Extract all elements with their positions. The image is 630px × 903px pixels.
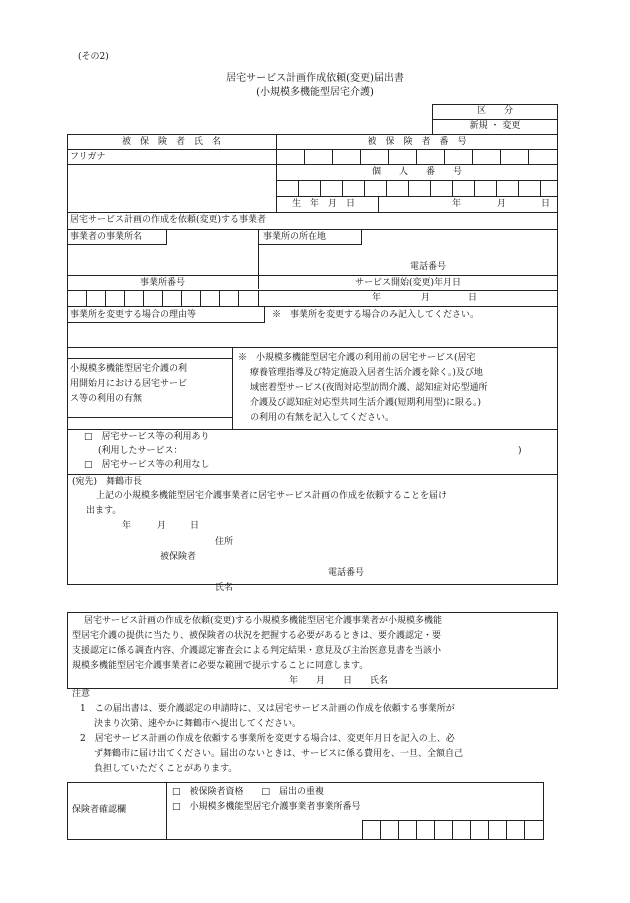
birth-month: 月	[497, 199, 507, 209]
personal-number-label: 個 人 番 号	[371, 167, 462, 177]
name-label: 氏名	[215, 583, 234, 593]
insured-name-label: 被 保 険 者 氏 名	[121, 137, 221, 147]
start-day: 日	[468, 293, 478, 303]
phone-label: 電話番号	[328, 568, 365, 578]
insurer-label: 保険者確認欄	[72, 805, 127, 815]
insured-label: 被保険者	[160, 552, 197, 562]
note-2-line: ず舞鶴市に届け出てください。届出のないときは、サービスに係る費用を、一旦、全額自己	[94, 749, 464, 759]
furigana-label: フリガナ	[70, 152, 106, 162]
consent-line: 支援認定に係る調査内容、介護認定審査会による判定結果・意見及び主治医意見書を当該小	[72, 646, 442, 656]
request-line-1: 上記の小規模多機能型居宅介護事業者に居宅サービス計画の作成を依頼することを届け	[96, 491, 448, 501]
category-label: 区 分	[476, 106, 513, 116]
office-phone-label: 電話番号	[410, 262, 447, 272]
note-1-line: 1 この届出書は、要介護認定の申請時に、又は居宅サービス計画の作成を依頼する事業所が	[80, 704, 455, 714]
insurer-check-2[interactable]: □ 小規模多機能型居宅介護事業者事業所番号	[172, 802, 361, 812]
service-start-label: サービス開始(変更)年月日	[354, 278, 462, 288]
insured-number-label: 被 保 険 者 番 号	[367, 137, 467, 147]
office-address-label: 事業所の所在地	[263, 232, 327, 242]
usage-note-line: 療養管理指導及び特定施設入居者生活介護を除く。)及び地	[250, 368, 483, 378]
form-subtitle: (小規模多機能型居宅介護)	[256, 87, 374, 98]
usage-note-line: 介護及び認知症対応型共同生活介護(短期利用型)に限る。)	[250, 398, 482, 408]
note-1-line: 決まり次第、速やかに舞鶴市へ提出してください。	[94, 719, 302, 729]
addressee: (宛先) 舞鶴市長	[72, 477, 143, 487]
birth-date-label: 生 年 月 日	[292, 199, 356, 209]
address-label: 住所	[215, 537, 234, 547]
usage-note-line: ※ 小規模多機能型居宅介護の利用前の居宅サービス(居宅	[238, 353, 476, 363]
consent-sign-line: 年 月 日 氏名	[289, 676, 389, 686]
provider-section-label: 居宅サービス計画の作成を依頼(変更)する事業者	[70, 215, 267, 225]
usage-question-line: ス等の利用の有無	[70, 394, 143, 404]
date-month: 月	[157, 521, 167, 531]
start-month: 月	[421, 293, 431, 303]
notes-heading: 注意	[72, 689, 91, 699]
consent-line: 居宅サービス計画の作成を依頼(変更)する小規模多機能型居宅介護事業者が小規模多機能	[84, 616, 443, 626]
usage-option-yes[interactable]: □ 居宅サービス等の利用あり	[84, 432, 210, 442]
change-reason-label: 事業所を変更する場合の理由等	[70, 310, 197, 320]
usage-note-line: の利用の有無を記入してください。	[250, 413, 395, 423]
consent-line: 型居宅介護の提供に当たり、被保険者の状況を把握する必要があるときは、要介護認定・要	[72, 631, 442, 641]
birth-year: 年	[452, 199, 462, 209]
consent-line: 規模多機能型居宅介護事業者に必要な範囲で提示することに同意します。	[72, 661, 369, 671]
request-line-2: 出ます。	[86, 506, 122, 516]
insurer-check-1[interactable]: □ 被保険者資格 □ 届出の重複	[172, 787, 325, 797]
office-number-label: 事業所番号	[139, 278, 185, 288]
date-year: 年	[122, 521, 132, 531]
usage-option-yes-close: )	[518, 446, 522, 456]
start-year: 年	[372, 293, 382, 303]
usage-question-line: 用開始月における居宅サービ	[70, 379, 188, 389]
usage-question-line: 小規模多機能型居宅介護の利	[70, 364, 188, 374]
date-day: 日	[190, 521, 200, 531]
note-2-line: 負担していただくことがあります。	[94, 764, 238, 774]
form-title: 居宅サービス計画作成依頼(変更)届出書	[226, 73, 404, 84]
usage-option-no[interactable]: □ 居宅サービス等の利用なし	[84, 460, 210, 470]
birth-day: 日	[541, 199, 551, 209]
change-reason-note: ※ 事業所を変更する場合のみ記入してください。	[272, 310, 480, 320]
usage-option-yes-detail[interactable]: (利用したサービス：	[98, 446, 183, 456]
usage-note-line: 域密着型サービス(夜間対応型訪問介護、認知症対応型通所	[250, 383, 488, 393]
note-2-line: 2 居宅サービス計画の作成を依頼する事業所を変更する場合は、変更年月日を記入の上、必	[80, 734, 455, 744]
category-value[interactable]: 新規 ・ 変更	[469, 121, 521, 131]
page-label: (その2)	[78, 52, 109, 62]
office-name-label: 事業者の事業所名	[70, 232, 143, 242]
